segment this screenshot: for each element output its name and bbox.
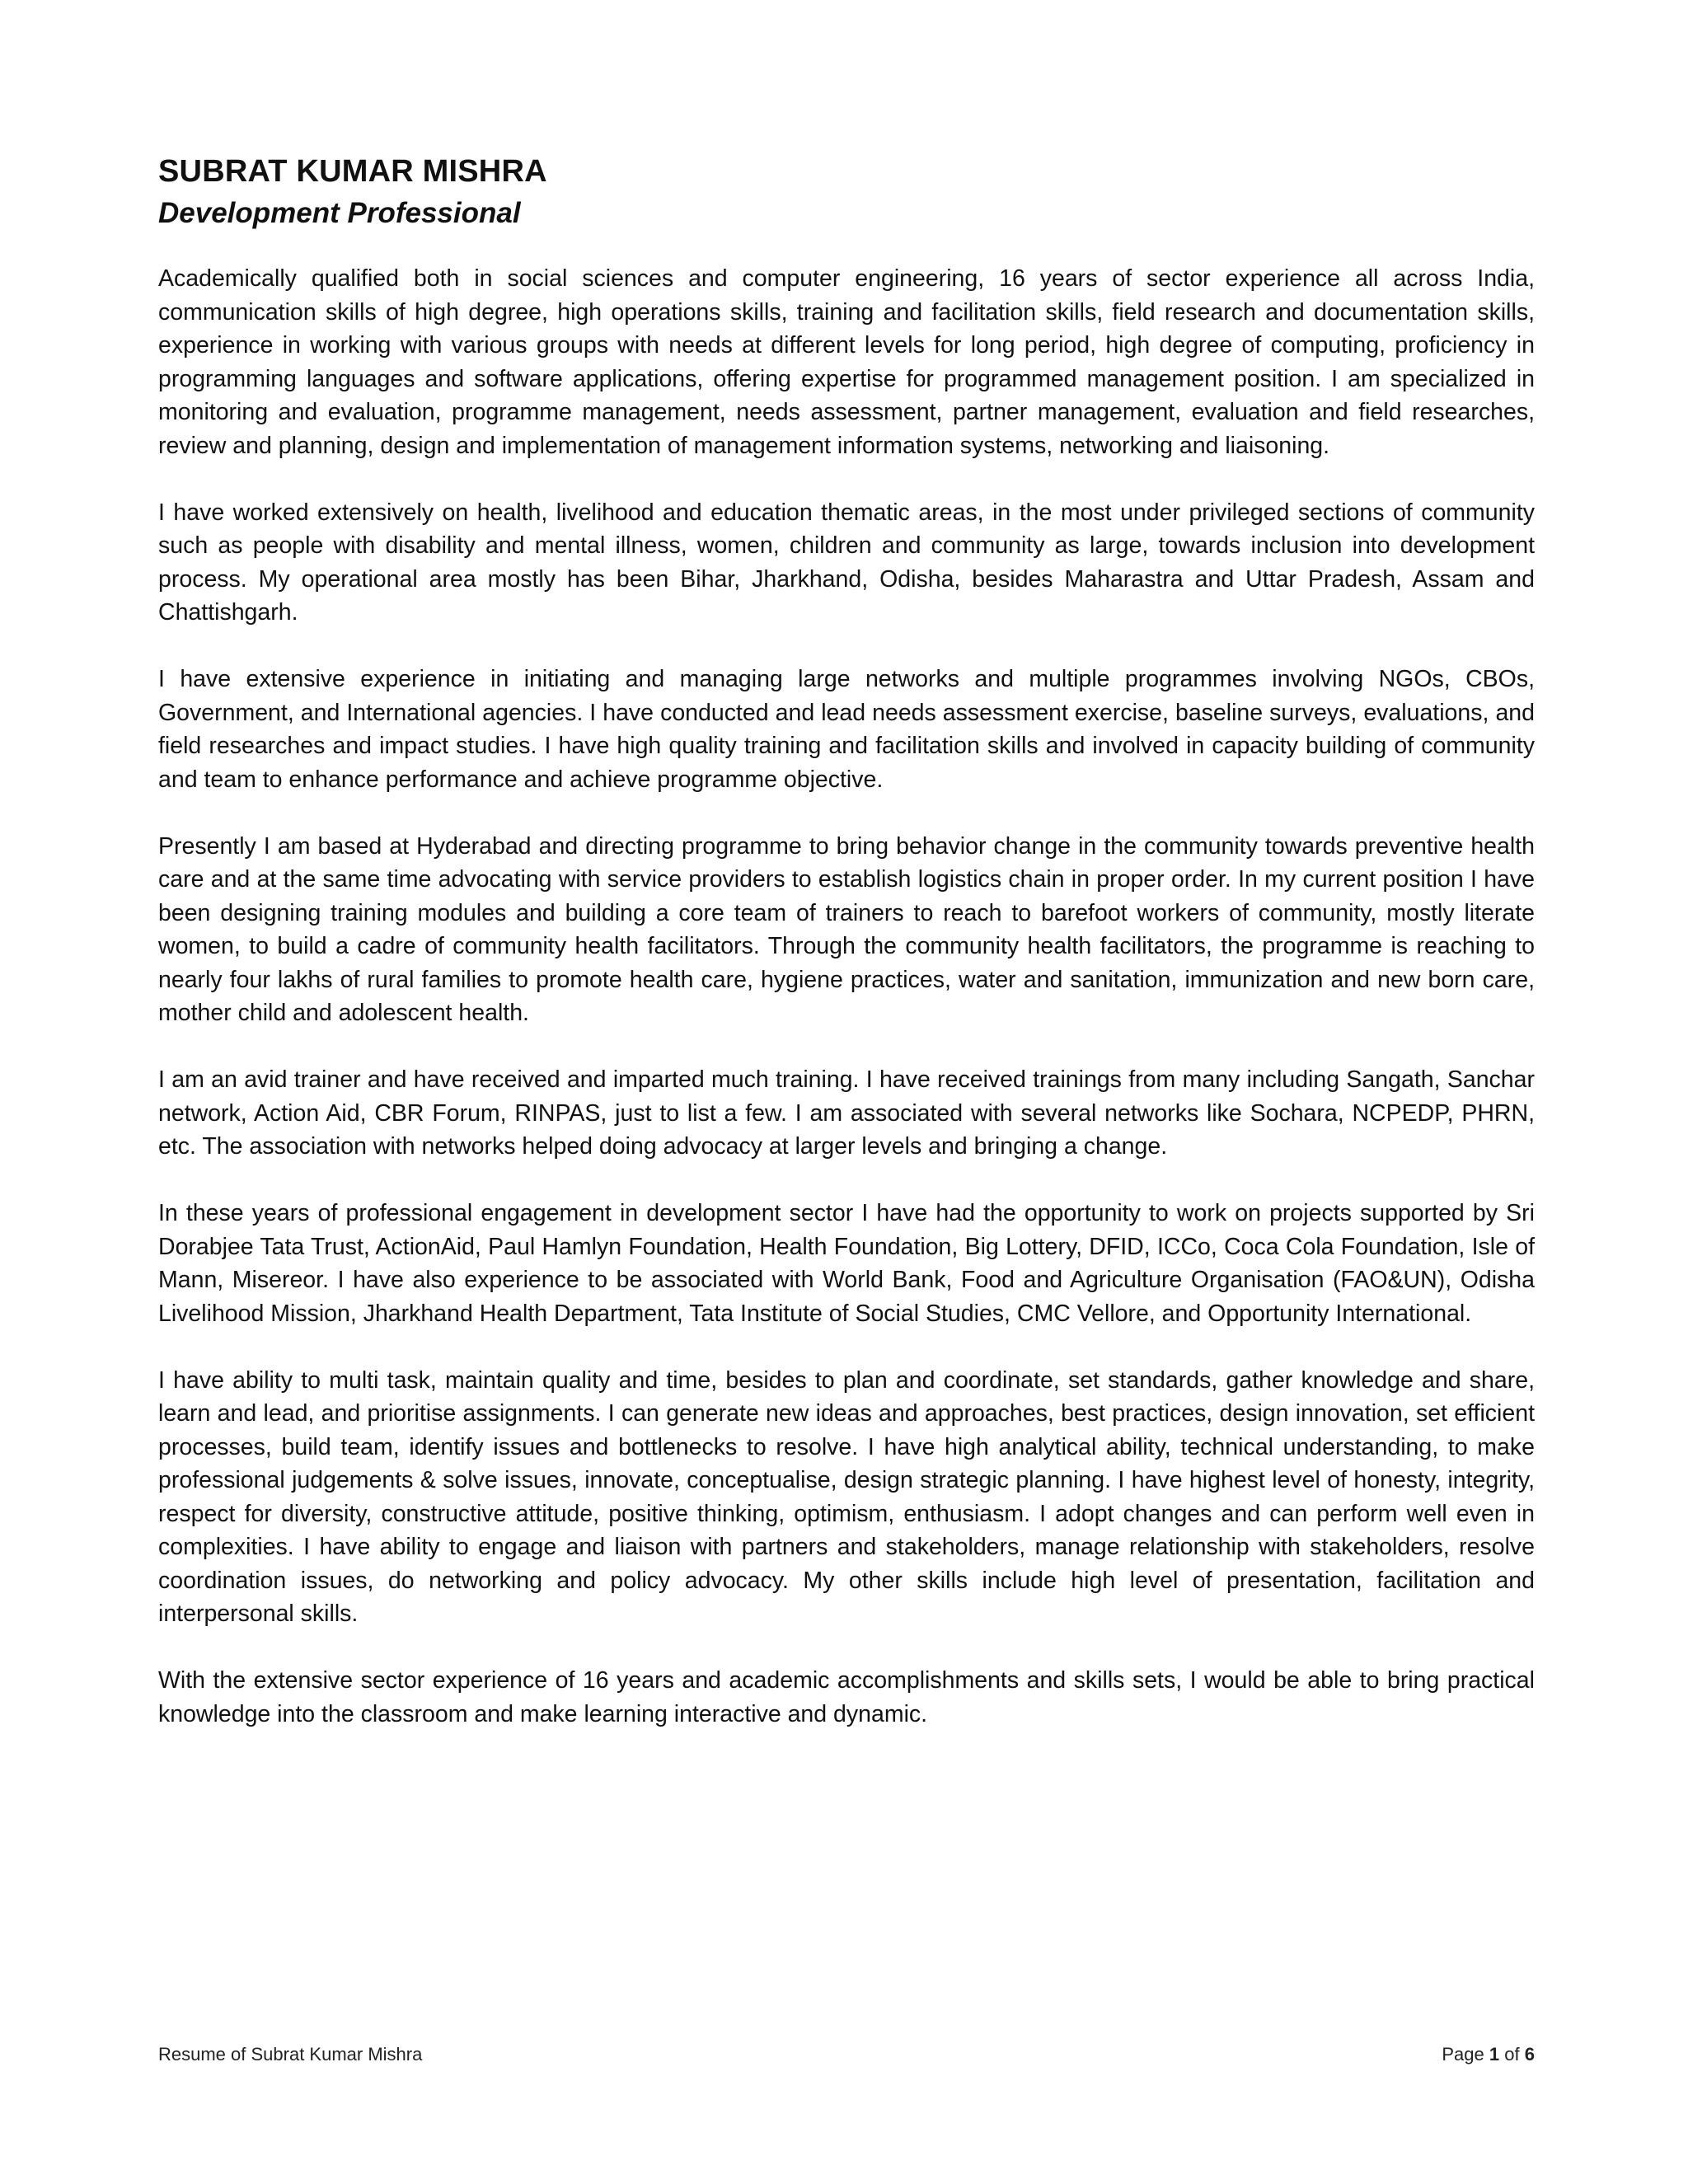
candidate-title: Development Professional — [158, 197, 521, 229]
summary-paragraph-3: I have extensive experience in initiating and managing large networks and multiple programmes involving NGOs, CBOs, Government, and International agencies. I have conducted and lead needs assessment exercise, baseline surveys, evaluations, and field researches and impact studies. I have high quality training and facilitation skills and involved in capacity building of community and team to enhance performance and achieve programme objective. — [158, 666, 1535, 793]
summary-paragraph-8: With the extensive sector experience of 16 years and academic accomplishments and skills sets, I would be able to bring practical knowledge into the classroom and make learning interactive and dynamic. — [158, 1667, 1535, 1727]
summary-paragraph-4: Presently I am based at Hyderabad and directing programme to bring behavior change in the community towards preventive health care and at the same time advocating with service providers to establish logistics chain in proper order. In my current position I have been designing training modules and building a core team of trainers to reach to barefoot workers of community, mostly literate women, to build a cadre of community health facilitators. Through the community health facilitators, the programme is reaching to nearly four lakhs of rural families to promote health care, hygiene practices, water and sanitation, immunization and new born care, mother child and adolescent health. — [158, 832, 1535, 1026]
page-current: 1 — [1489, 2044, 1500, 2064]
resume-page — [158, 150, 1535, 1765]
of-word: of — [1504, 2044, 1520, 2064]
page-number — [1442, 2044, 1535, 2065]
summary-paragraph-1: Academically qualified both in social sciences and computer engineering, 16 years of sector experience all across India, communication skills of high degree, high operations skills, training and facilitation skills, field research and documentation skills, experience in working with various groups with needs at different levels for long period, high degree of computing, proficiency in programming languages and software applications, offering expertise for programmed management position. I am specialized in monitoring and evaluation, programme management, needs assessment, partner management, evaluation and field researches, review and planning, design and implementation of management information systems, networking and liaisoning. — [158, 265, 1535, 459]
summary-paragraph-7: I have ability to multi task, maintain quality and time, besides to plan and coordinate, set standards, gather knowledge and share, learn and lead, and prioritise assignments. I can generate new ideas and approaches, best practices, design innovation, set efficient processes, build team, identify issues and bottlenecks to resolve. I have high analytical ability, technical understanding, to make professional judgements & solve issues, innovate, conceptualise, design strategic planning. I have highest level of honesty, integrity, respect for diversity, constructive attitude, positive thinking, optimism, enthusiasm. I adopt changes and can perform well even in complexities. I have ability to engage and liaison with partners and stakeholders, manage relationship with stakeholders, resolve coordination issues, do networking and policy advocacy. My other skills include high level of presentation, facilitation and interpersonal skills. — [158, 1366, 1535, 1627]
page-word: Page — [1442, 2044, 1484, 2064]
summary-paragraph-2: I have worked extensively on health, livelihood and education thematic areas, in the most under privileged sections of community such as people with disability and mental illness, women, children and community as large, towards inclusion into development process. My operational area mostly has been Bihar, Jharkhand, Odisha, besides Maharastra and Uttar Pradesh, Assam and Chattishgarh. — [158, 499, 1535, 626]
candidate-name: SUBRAT KUMAR MISHRA — [158, 154, 547, 189]
summary-paragraph-6: In these years of professional engagement in development sector I have had the opportunity to work on projects supported by Sri Dorabjee Tata Trust, ActionAid, Paul Hamlyn Foundation, Health Foundation, Big Lottery, DFID, ICCo, Coca Cola Foundation, Isle of Mann, Misereor. I have also experience to be associated with World Bank, Food and Agriculture Organisation (FAO&UN), Odisha Livelihood Mission, Jharkhand Health Department, Tata Institute of Social Studies, CMC Vellore, and Opportunity International. — [158, 1200, 1535, 1327]
summary-paragraph-5: I am an avid trainer and have received and imparted much training. I have received trainings from many including Sangath, Sanchar network, Action Aid, CBR Forum, RINPAS, just to list a few. I am associated with several networks like Sochara, NCPEDP, PHRN, etc. The association with networks helped doing advocacy at larger levels and bringing a change. — [158, 1066, 1535, 1160]
page-total: 6 — [1524, 2044, 1535, 2064]
footer-document-title: Resume of Subrat Kumar Mishra — [158, 2044, 423, 2064]
